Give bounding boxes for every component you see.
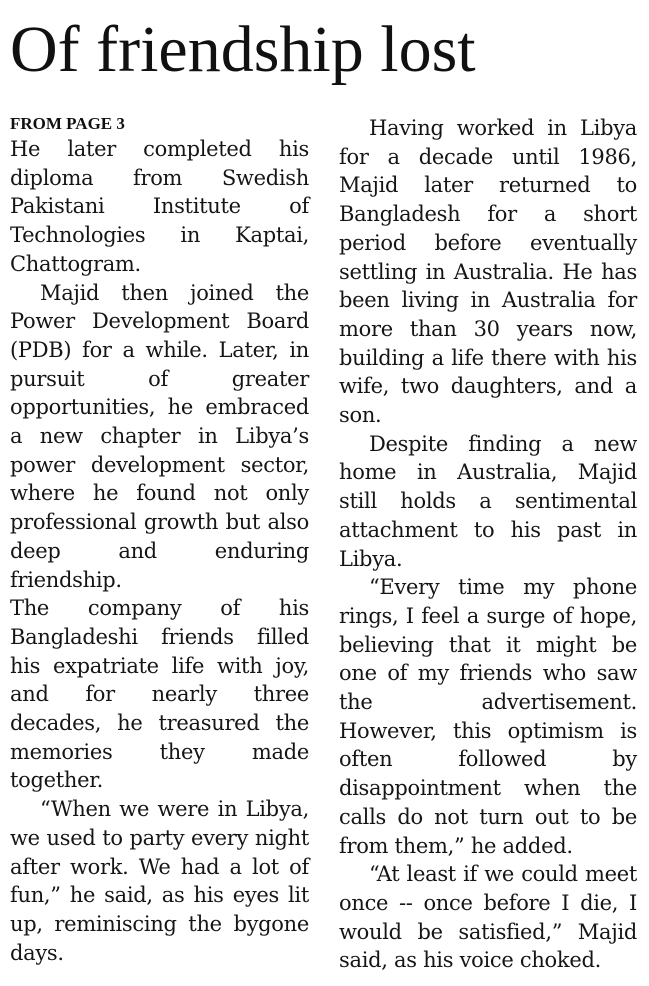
paragraph: Having worked in Libya for a decade until 1986, Majid later returned to Bangladesh for a short period before eventually settling in Australia. He has been living in Australia for more than 30 years now, building a life there with his wife, two daughters, and a son. [339,116,637,428]
paragraph: Despite finding a new home in Australia, Majid still holds a sentimental attachment to his past in Libya. [339,431,637,571]
article-column-left [10,114,309,967]
paragraph: He later completed his diploma from Swedish Pakistani Institute of Technologies in Kaptai, Chattogram. [10,137,309,276]
paragraph: Majid then joined the Power Development Board (PDB) for a while. Later, in pursuit of greater opportunities, he embraced a new chapter in Libya’s power development sector, where he found not only professional growth but also deep and enduring friendship. [10,280,309,592]
headline: Of friendship lost [10,13,476,86]
paragraph: “When we were in Libya, we used to party every night after work. We had a lot of fun,” he said, as his eyes lit up, reminiscing the bygone days. [10,797,309,965]
continued-from-label: FROM PAGE 3 [10,114,125,133]
article-column-right [339,114,637,975]
paragraph: “Every time my phone rings, I feel a surge of hope, believing that it might be one of my friends who saw the advertisement. However, this optimism is often followed by disappointment when the calls do not turn out to be from them,” he added. [339,575,637,858]
paragraph: The company of his Bangladeshi friends filled his expatriate life with joy, and for nearly three decades, he treasured the memories they made together. [10,596,309,793]
paragraph: “At least if we could meet once -- once before I die, I would be satisfied,” Majid said, as his voice choked. [339,862,637,973]
